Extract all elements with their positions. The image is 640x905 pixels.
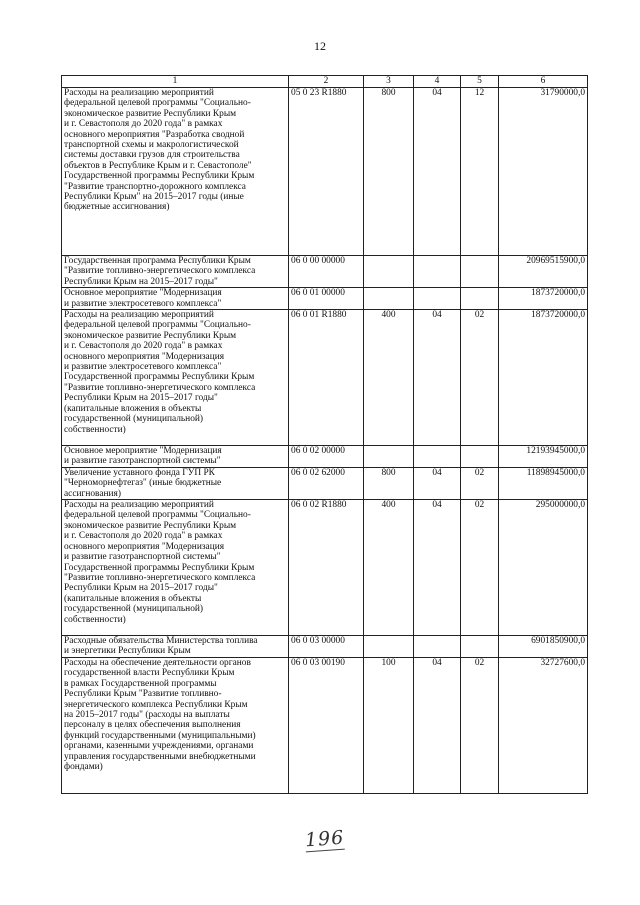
table-row — [62, 256, 588, 288]
description-line: Расходы на реализацию мероприятий — [64, 310, 214, 321]
description-line: государственной (муниципальной) — [64, 604, 204, 615]
description-line: и энергетики Республики Крым — [64, 646, 191, 657]
row-subsection — [461, 636, 499, 658]
table-body — [62, 88, 588, 794]
table-row — [62, 636, 588, 658]
row-expense-type: 400 — [364, 500, 414, 636]
description-line: объектов в Республике Крым и г. Севастополе" — [64, 160, 252, 171]
row-description — [62, 657, 289, 793]
description-line: собственности) — [64, 424, 126, 435]
description-line: Республики Крым на 2015–2017 годы" — [64, 276, 218, 287]
description-line: на 2015–2017 годы" (расходы на выплаты — [64, 709, 230, 720]
description-line: ассигнования) — [64, 488, 121, 499]
handwritten-page-mark-text: 196 — [304, 826, 345, 852]
description-line: "Развитие топливно-энергетического комплекса — [64, 266, 256, 277]
description-line: и г. Севастополя до 2020 года" в рамках — [64, 341, 223, 352]
description-line: Расходы на реализацию мероприятий — [64, 500, 214, 511]
description-line: основного мероприятия "Модернизация — [64, 351, 225, 362]
description-line: федеральной целевой программы "Социально- — [64, 510, 251, 521]
description-line: Государственной программы Республики Крым — [64, 562, 255, 573]
row-target-code: 06 0 02 00000 — [289, 446, 364, 468]
row-target-code: 05 0 23 R1880 — [289, 88, 364, 256]
header-col-4: 4 — [414, 76, 461, 88]
row-expense-type: 800 — [364, 467, 414, 499]
row-amount: 31790000,0 — [499, 88, 588, 256]
table-row — [62, 446, 588, 468]
row-subsection: 02 — [461, 500, 499, 636]
row-subsection — [461, 446, 499, 468]
row-target-code: 06 0 00 00000 — [289, 256, 364, 288]
description-line: и развитие электросетевого комплекса" — [64, 298, 222, 309]
row-expense-type: 100 — [364, 657, 414, 793]
description-line: собственности) — [64, 614, 126, 625]
row-section: 04 — [414, 657, 461, 793]
page-number: 12 — [314, 39, 326, 53]
description-line: и развитие электросетевого комплекса" — [64, 362, 222, 373]
description-line: управления государственными внебюджетными — [64, 751, 256, 762]
table-row — [62, 657, 588, 793]
row-description — [62, 310, 289, 446]
row-expense-type: 800 — [364, 88, 414, 256]
row-description — [62, 446, 289, 468]
description-line: "Развитие транспортно-дорожного комплекса — [64, 181, 246, 192]
row-amount: 1873720000,0 — [499, 288, 588, 310]
budget-table — [61, 75, 588, 794]
description-line: "Черноморнефтегаз" (иные бюджетные — [64, 478, 222, 489]
row-description — [62, 636, 289, 658]
description-line: и развитие газотранспортной системы" — [64, 456, 221, 467]
description-line: "Развитие топливно-энергетического комплекса — [64, 572, 256, 583]
description-line: бюджетные ассигнования) — [64, 202, 170, 213]
description-line: основного мероприятия "Разработка сводной — [64, 129, 245, 140]
row-expense-type — [364, 256, 414, 288]
description-line: транспортной схемы и макрологистической — [64, 140, 239, 151]
row-section — [414, 256, 461, 288]
table-row — [62, 288, 588, 310]
description-line: Республики Крым" на 2015–2017 годы (иные — [64, 192, 244, 203]
description-line: Расходы на реализацию мероприятий — [64, 88, 214, 98]
row-subsection: 02 — [461, 310, 499, 446]
row-subsection: 02 — [461, 467, 499, 499]
row-target-code: 06 0 03 00000 — [289, 636, 364, 658]
row-expense-type — [364, 636, 414, 658]
table-row — [62, 500, 588, 636]
row-description — [62, 467, 289, 499]
description-line: Республики Крым на 2015–2017 годы" — [64, 393, 218, 404]
row-target-code: 06 0 03 00190 — [289, 657, 364, 793]
header-col-2: 2 — [289, 76, 364, 88]
description-line: экономическое развитие Республики Крым — [64, 520, 237, 531]
description-line: экономическое развитие Республики Крым — [64, 108, 237, 119]
row-section: 04 — [414, 500, 461, 636]
row-section: 04 — [414, 310, 461, 446]
row-amount: 11898945000,0 — [499, 467, 588, 499]
row-target-code: 06 0 01 00000 — [289, 288, 364, 310]
description-line: Расходные обязательства Министерства топлива — [64, 636, 258, 647]
description-line: и г. Севастополя до 2020 года" в рамках — [64, 119, 223, 130]
description-line: Республики Крым на 2015–2017 годы" — [64, 583, 218, 594]
row-section: 04 — [414, 88, 461, 256]
description-line: Государственной программы Республики Крым — [64, 171, 255, 182]
description-line: функций государственными (муниципальными) — [64, 730, 256, 741]
row-target-code: 06 0 02 R1880 — [289, 500, 364, 636]
row-amount: 32727600,0 — [499, 657, 588, 793]
row-description — [62, 500, 289, 636]
description-line: федеральной целевой программы "Социально- — [64, 98, 251, 109]
description-line: органами, казенными учреждениями, органами — [64, 741, 254, 752]
row-section — [414, 288, 461, 310]
row-expense-type — [364, 288, 414, 310]
description-line: государственной власти Республики Крым — [64, 668, 235, 679]
description-line: экономическое развитие Республики Крым — [64, 330, 237, 341]
description-line: (капитальные вложения в объекты — [64, 593, 202, 604]
row-target-code: 06 0 02 62000 — [289, 467, 364, 499]
description-line: (капитальные вложения в объекты — [64, 403, 202, 414]
row-subsection: 02 — [461, 657, 499, 793]
row-target-code: 06 0 01 R1880 — [289, 310, 364, 446]
header-col-1: 1 — [62, 76, 289, 88]
description-line: энергетического комплекса Республики Крым — [64, 699, 248, 710]
row-section — [414, 446, 461, 468]
description-line: фондами) — [64, 761, 103, 772]
table-row — [62, 467, 588, 499]
header-col-3: 3 — [364, 76, 414, 88]
description-line: основного мероприятия "Модернизация — [64, 541, 225, 552]
description-line: и г. Севастополя до 2020 года" в рамках — [64, 531, 223, 542]
row-amount: 12193945000,0 — [499, 446, 588, 468]
row-amount: 295000000,0 — [499, 500, 588, 636]
description-line: персоналу в целях обеспечения выполнения — [64, 720, 241, 731]
description-line: системы доставки грузов для строительства — [64, 150, 240, 161]
description-line: "Развитие топливно-энергетического комплекса — [64, 382, 256, 393]
row-expense-type — [364, 446, 414, 468]
description-line: в рамках Государственной программы — [64, 678, 217, 689]
row-section: 04 — [414, 467, 461, 499]
description-line: государственной (муниципальной) — [64, 414, 204, 425]
row-expense-type: 400 — [364, 310, 414, 446]
table-header-row — [62, 76, 588, 88]
description-line: Государственная программа Республики Крым — [64, 256, 251, 266]
row-description — [62, 88, 289, 256]
row-subsection — [461, 288, 499, 310]
description-line: Увеличение уставного фонда ГУП РК — [64, 467, 215, 478]
header-col-5: 5 — [461, 76, 499, 88]
header-col-6: 6 — [499, 76, 588, 88]
description-line: Основное мероприятие "Модернизация — [64, 288, 222, 299]
row-amount: 1873720000,0 — [499, 310, 588, 446]
row-subsection: 12 — [461, 88, 499, 256]
row-subsection — [461, 256, 499, 288]
description-line: федеральной целевой программы "Социально- — [64, 320, 251, 331]
row-amount: 6901850900,0 — [499, 636, 588, 658]
row-description — [62, 256, 289, 288]
description-line: Основное мероприятие "Модернизация — [64, 446, 222, 457]
table-row — [62, 310, 588, 446]
handwritten-page-mark — [304, 827, 345, 852]
description-line: и развитие газотранспортной системы" — [64, 552, 221, 563]
row-amount: 20969515900,0 — [499, 256, 588, 288]
table-row — [62, 88, 588, 256]
description-line: Республики Крым "Развитие топливно- — [64, 689, 222, 700]
row-description — [62, 288, 289, 310]
description-line: Государственной программы Республики Крым — [64, 372, 255, 383]
description-line: Расходы на обеспечение деятельности органов — [64, 657, 251, 668]
row-section — [414, 636, 461, 658]
